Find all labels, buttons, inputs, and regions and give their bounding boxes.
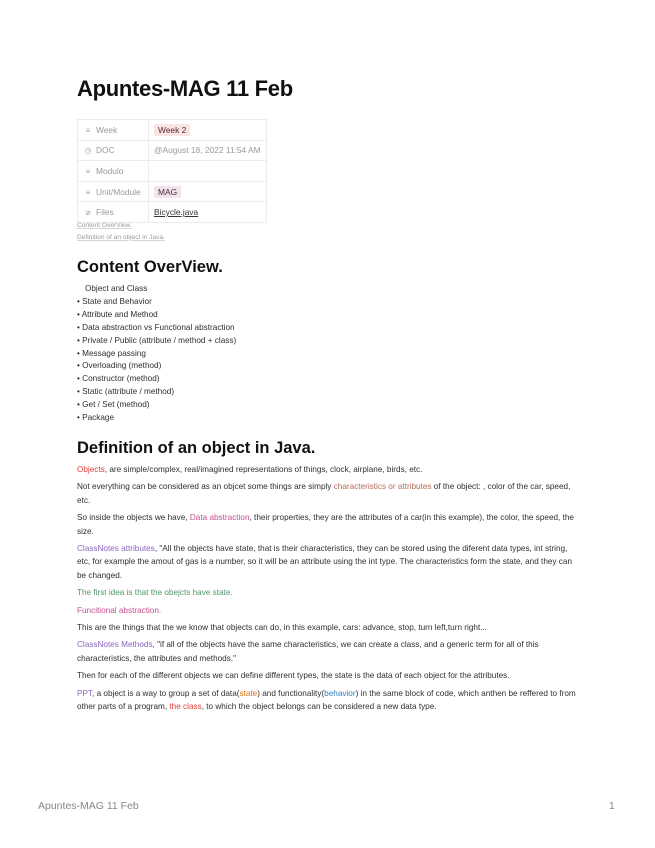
paragraph <box>77 511 577 538</box>
bullet-icon: • <box>77 387 83 397</box>
text: ) and functionality( <box>257 688 325 698</box>
highlight-objects: Objects <box>77 465 105 474</box>
paragraph <box>77 687 577 714</box>
page-title: Apuntes-MAG 11 Feb <box>77 76 293 101</box>
list-item <box>77 309 236 322</box>
list-item <box>77 386 236 399</box>
overview-intro: Object and Class <box>85 284 148 293</box>
list-item-text: Private / Public (attribute / method + class) <box>82 335 237 345</box>
highlight-the-class: the class <box>169 702 202 712</box>
property-row <box>78 181 267 202</box>
property-row <box>78 161 267 182</box>
list-item <box>77 296 236 309</box>
property-name: DOC <box>96 145 115 156</box>
text: , "if all of the objects have the same characteristics, we can create a class, and a generic term for all of this characteristics, the attributes and methods." <box>77 640 539 663</box>
paragraph <box>77 638 577 665</box>
highlight-classnotes-methods: ClassNotes Methods <box>77 640 153 650</box>
bullet-icon: • <box>77 361 83 371</box>
list-item-text: Constructor (method) <box>82 374 160 384</box>
paragraph-functional-abstraction: Funcitional abstraction. <box>77 605 162 615</box>
property-name-cell <box>78 161 149 182</box>
bullet-icon: • <box>77 296 83 306</box>
property-value-cell[interactable] <box>149 161 267 182</box>
paragraph <box>77 542 577 582</box>
property-row <box>78 120 267 141</box>
property-value-cell[interactable] <box>149 120 267 141</box>
paragraph <box>77 480 577 507</box>
property-name: Modulo <box>96 165 124 176</box>
property-name: Files <box>96 207 114 218</box>
highlight-characteristics: characteristics or attributes <box>333 482 432 492</box>
week-tag: Week 2 <box>154 124 190 136</box>
list-item-text: Attribute and Method <box>81 309 158 319</box>
property-value-cell[interactable] <box>149 140 267 161</box>
list-item-text: Message passing <box>82 348 146 358</box>
highlight-behavior: behavior <box>324 688 356 698</box>
property-value-cell <box>149 202 267 223</box>
paragraph: Then for each of the different objects we can define different types, the state is the data of each object for the attributes. <box>77 671 510 681</box>
list-item-text: Get / Set (method) <box>82 400 150 410</box>
text: , to which the object belongs can be considered a new data type. <box>201 702 437 712</box>
property-name-cell <box>78 140 149 161</box>
paperclip-icon: ⌀ <box>85 208 91 218</box>
list-item-text: Overloading (method) <box>82 361 162 371</box>
toc-link-definition[interactable]: Definition of an object in Java. <box>77 233 165 241</box>
heading-definition: Definition of an object in Java. <box>77 439 316 457</box>
list-item-text: State and Behavior <box>82 296 152 306</box>
highlight-classnotes-attributes: ClassNotes attributes <box>77 544 155 554</box>
list-item <box>77 322 236 335</box>
text: So inside the objects we have, <box>77 513 190 523</box>
paragraph: This are the things that the we know that objects can do, in this example, cars: advance, stop, turn left,turn right... <box>77 623 488 633</box>
list-item <box>77 335 236 348</box>
property-value-cell[interactable] <box>149 181 267 202</box>
list-item-text: Data abstraction vs Functional abstraction <box>82 322 235 332</box>
date-value: @August 18, 2022 11:54 AM <box>154 145 261 156</box>
text: of the object: , color of the car, speed, etc. <box>77 482 571 505</box>
list-item <box>77 348 236 361</box>
table-of-contents <box>77 220 165 243</box>
bullet-icon: • <box>77 309 82 319</box>
list-icon: ≡ <box>85 125 91 135</box>
toc-link-overview[interactable]: Content OverView. <box>77 222 132 229</box>
highlight-state: state <box>239 688 258 698</box>
list-icon: ≡ <box>85 187 91 197</box>
text: , a object is a way to group a set of data( <box>92 688 240 698</box>
bullet-icon: • <box>77 374 83 384</box>
list-item-text: Static (attribute / method) <box>82 387 175 397</box>
footer-title: Apuntes-MAG 11 Feb <box>38 800 139 812</box>
property-name-cell <box>78 120 149 141</box>
bullet-icon: • <box>77 335 83 345</box>
text: , are simple/complex, real/imagined representations of things, clock, airplane, birds, etc. <box>104 465 423 474</box>
heading-content-overview: Content OverView. <box>77 258 223 276</box>
page-number: 1 <box>609 800 615 812</box>
file-link[interactable]: Bicycle.java <box>154 207 199 218</box>
text: , "All the objects have state, that is their characteristics, they can be stored using the diferent data types, int string, etc, for example the amout of gas is a number, so it will be an attribute using the int type. The characteristics form the state, and they can be changed. <box>77 544 572 580</box>
bullet-icon: • <box>77 322 83 332</box>
list-item-text: Package <box>82 413 115 423</box>
list-item <box>77 412 236 425</box>
text: Not everything can be considered as an objcet some things are simply <box>77 482 334 492</box>
highlight-data-abstraction: Data abstraction <box>189 513 250 523</box>
text: , their properties, they are the attributes of a car(in this example), the color, the speed, the size. <box>77 513 574 536</box>
list-item <box>77 373 236 386</box>
list-icon: ≡ <box>85 166 91 176</box>
list-item <box>77 399 236 412</box>
module-tag: MAG <box>154 186 181 198</box>
definition-body <box>77 463 577 718</box>
paragraph <box>77 463 577 476</box>
property-name-cell <box>78 181 149 202</box>
paragraph-first-idea: The first idea is that the obejcts have state. <box>77 588 233 598</box>
bullet-icon: • <box>77 400 83 410</box>
bullet-icon: • <box>77 348 83 358</box>
bullet-icon: • <box>77 413 83 423</box>
list-item <box>77 360 236 373</box>
property-row <box>78 140 267 161</box>
property-name: Week <box>96 124 118 135</box>
properties-table <box>77 119 267 223</box>
property-name: Unit/Module <box>96 186 141 197</box>
highlight-ppt: PPT <box>77 688 93 698</box>
overview-list <box>77 283 236 425</box>
text: ) in the same block of code, which anthen be reffered to from other parts of a program, <box>77 688 576 712</box>
clock-icon: ◷ <box>84 146 92 156</box>
